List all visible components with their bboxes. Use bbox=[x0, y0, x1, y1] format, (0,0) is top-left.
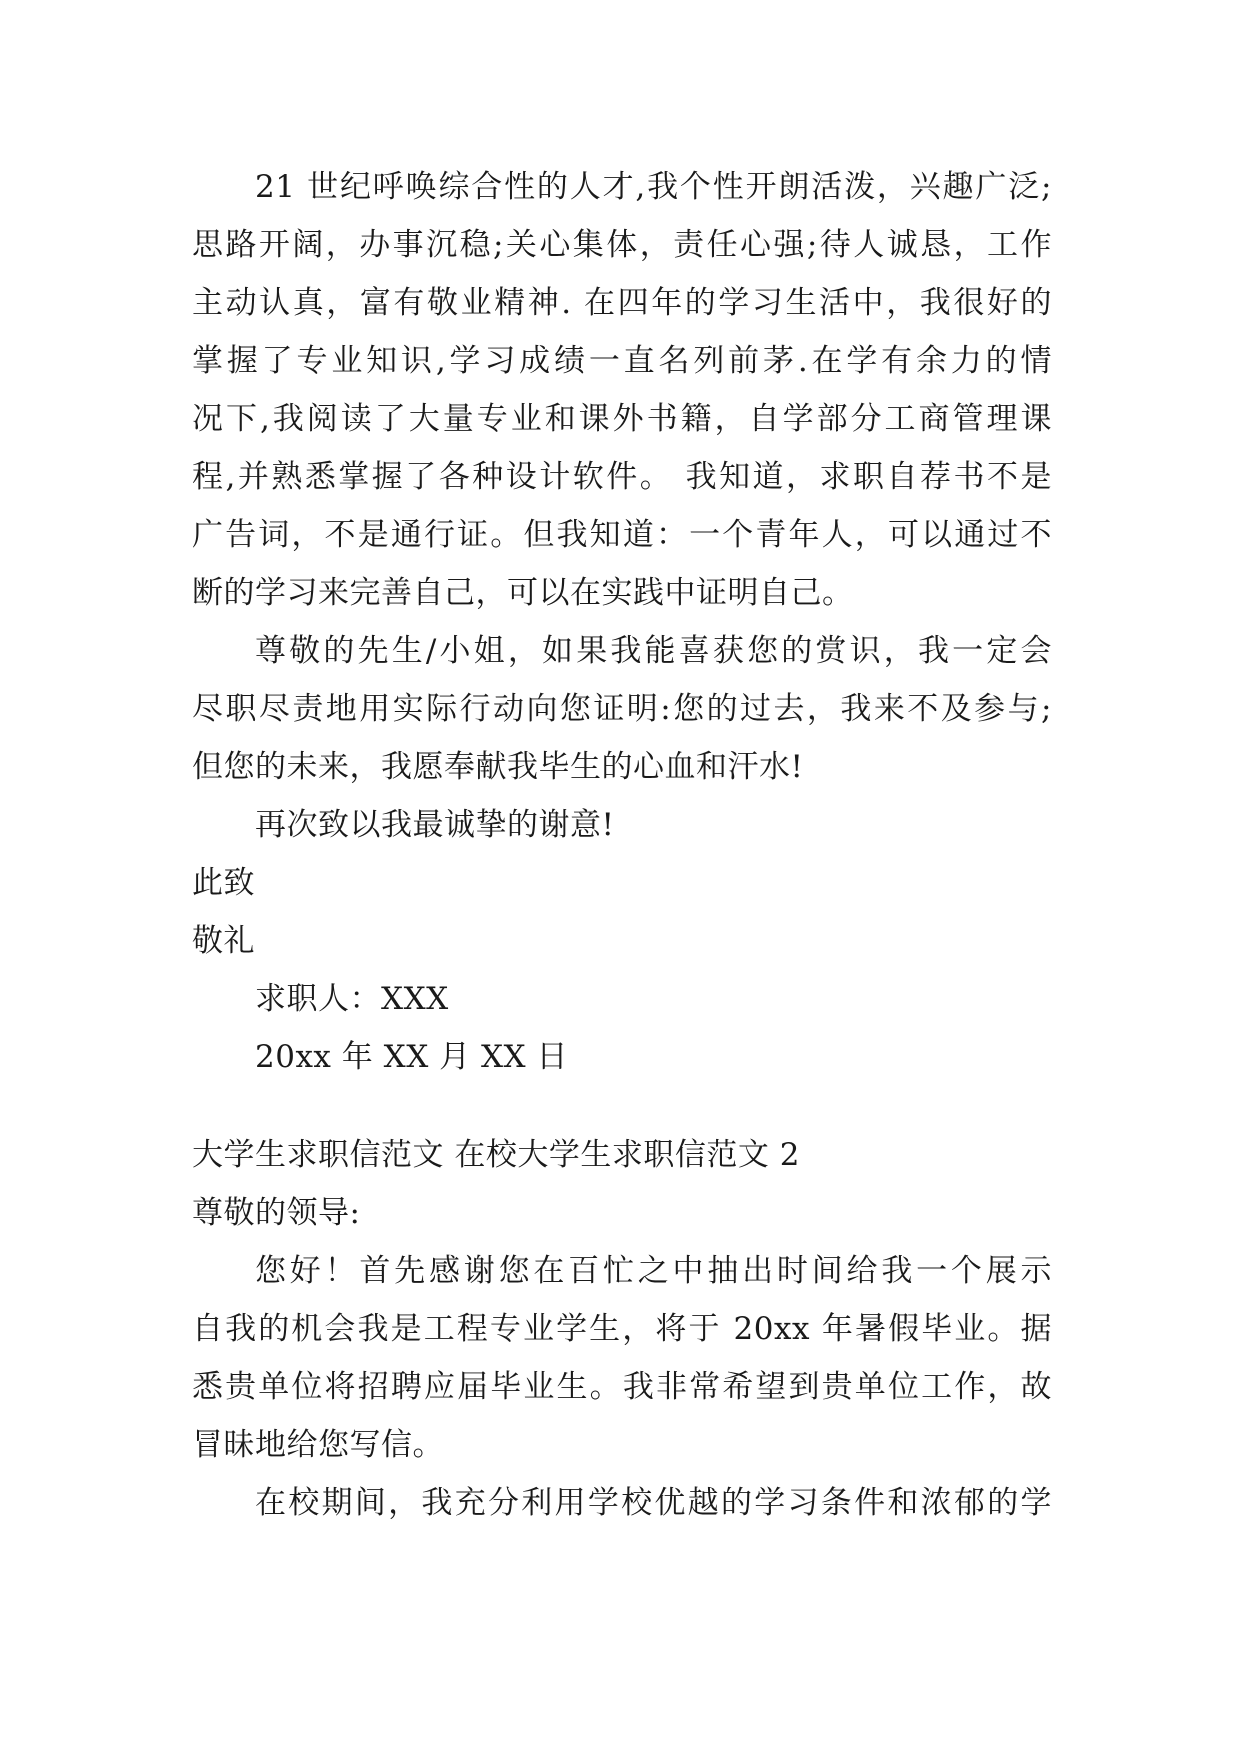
date-line: 20xx 年 XX 月 XX 日 bbox=[255, 1039, 568, 1075]
text-line: 断的学习来完善自己，可以在实践中证明自己。 bbox=[192, 575, 854, 611]
text-line: 广告词，不是通行证。但我知道：一个青年人，可以通过不 bbox=[192, 517, 1052, 553]
text-line: 21 世纪呼唤综合性的人才,我个性开朗活泼，兴趣广泛; bbox=[255, 169, 1052, 205]
letter1-paragraph-1 bbox=[192, 158, 1052, 622]
letter2-paragraph-1 bbox=[192, 1242, 1052, 1474]
signer-line: 求职人：XXX bbox=[255, 981, 449, 1017]
text-line: 况下,我阅读了大量专业和课外书籍，自学部分工商管理课 bbox=[192, 401, 1052, 437]
document-page bbox=[192, 158, 1052, 1532]
text-line: 尊敬的先生/小姐，如果我能喜获您的赏识，我一定会 bbox=[255, 633, 1052, 669]
closing-jingli: 敬礼 bbox=[192, 923, 255, 959]
text-line: 思路开阔，办事沉稳;关心集体，责任心强;待人诚恳，工作 bbox=[192, 227, 1052, 263]
letter1-paragraph-2 bbox=[192, 622, 1052, 796]
text-line: 悉贵单位将招聘应届毕业生。我非常希望到贵单位工作，故 bbox=[192, 1369, 1052, 1405]
text-line: 自我的机会我是工程专业学生，将于 20xx 年暑假毕业。据 bbox=[192, 1311, 1052, 1347]
text-line: 冒昧地给您写信。 bbox=[192, 1427, 444, 1463]
thanks-line: 再次致以我最诚挚的谢意! bbox=[255, 807, 615, 843]
text-line: 但您的未来，我愿奉献我毕生的心血和汗水! bbox=[192, 749, 804, 785]
letter2-title: 大学生求职信范文 在校大学生求职信范文 2 bbox=[192, 1137, 800, 1173]
text-line: 在校期间，我充分利用学校优越的学习条件和浓郁的学 bbox=[255, 1485, 1052, 1521]
letter2-salutation: 尊敬的领导: bbox=[192, 1195, 361, 1231]
section-gap bbox=[192, 1086, 1052, 1126]
closing-cizhi: 此致 bbox=[192, 865, 255, 901]
text-line: 程,并熟悉掌握了各种设计软件。 我知道，求职自荐书不是 bbox=[192, 459, 1052, 495]
text-line: 主动认真，富有敬业精神. 在四年的学习生活中，我很好的 bbox=[192, 285, 1052, 321]
text-line: 尽职尽责地用实际行动向您证明:您的过去，我来不及参与; bbox=[192, 691, 1052, 727]
text-line: 您好！首先感谢您在百忙之中抽出时间给我一个展示 bbox=[255, 1253, 1052, 1289]
letter2-paragraph-2 bbox=[192, 1474, 1052, 1532]
text-line: 掌握了专业知识,学习成绩一直名列前茅.在学有余力的情 bbox=[192, 343, 1052, 379]
